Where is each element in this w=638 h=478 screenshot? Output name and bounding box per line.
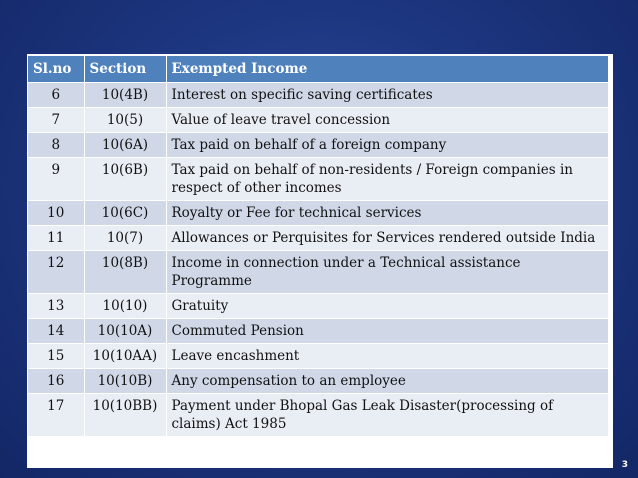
- cell-exempted-income: Tax paid on behalf of non-residents / Foreign companies in respect of other incomes: [166, 158, 608, 201]
- cell-sl-no: 8: [28, 133, 84, 158]
- cell-exempted-income: Interest on specific saving certificates: [166, 83, 608, 108]
- page-number: 3: [621, 460, 628, 470]
- exempted-income-table: [28, 56, 609, 436]
- cell-exempted-income: Royalty or Fee for technical services: [166, 201, 608, 226]
- table-row: [28, 226, 608, 251]
- cell-section: 10(4B): [84, 83, 166, 108]
- cell-sl-no: 14: [28, 319, 84, 344]
- cell-sl-no: 7: [28, 108, 84, 133]
- cell-sl-no: 10: [28, 201, 84, 226]
- cell-sl-no: 9: [28, 158, 84, 201]
- cell-section: 10(10BB): [84, 394, 166, 437]
- table-row: [28, 394, 608, 437]
- cell-sl-no: 13: [28, 294, 84, 319]
- table-row: [28, 319, 608, 344]
- cell-section: 10(10B): [84, 369, 166, 394]
- table-body: [28, 83, 608, 437]
- cell-exempted-income: Commuted Pension: [166, 319, 608, 344]
- cell-exempted-income: Tax paid on behalf of a foreign company: [166, 133, 608, 158]
- cell-section: 10(6C): [84, 201, 166, 226]
- cell-sl-no: 17: [28, 394, 84, 437]
- table-row: [28, 369, 608, 394]
- cell-section: 10(10): [84, 294, 166, 319]
- cell-exempted-income: Gratuity: [166, 294, 608, 319]
- table-header-row: [28, 56, 608, 83]
- cell-exempted-income: Income in connection under a Technical assistance Programme: [166, 251, 608, 294]
- header-sl-no: Sl.no: [28, 56, 84, 83]
- cell-section: 10(10A): [84, 319, 166, 344]
- cell-section: 10(6A): [84, 133, 166, 158]
- cell-section: 10(5): [84, 108, 166, 133]
- cell-sl-no: 11: [28, 226, 84, 251]
- cell-exempted-income: Any compensation to an employee: [166, 369, 608, 394]
- cell-sl-no: 6: [28, 83, 84, 108]
- cell-exempted-income: Leave encashment: [166, 344, 608, 369]
- cell-sl-no: 16: [28, 369, 84, 394]
- table-row: [28, 133, 608, 158]
- cell-exempted-income: Payment under Bhopal Gas Leak Disaster(processing of claims) Act 1985: [166, 394, 608, 437]
- table-row: [28, 201, 608, 226]
- cell-exempted-income: Allowances or Perquisites for Services rendered outside India: [166, 226, 608, 251]
- header-section: Section: [84, 56, 166, 83]
- table-row: [28, 344, 608, 369]
- table-row: [28, 83, 608, 108]
- table-row: [28, 251, 608, 294]
- table-row: [28, 108, 608, 133]
- header-exempted-income: Exempted Income: [166, 56, 608, 83]
- cell-section: 10(8B): [84, 251, 166, 294]
- cell-section: 10(7): [84, 226, 166, 251]
- table-row: [28, 158, 608, 201]
- cell-sl-no: 12: [28, 251, 84, 294]
- cell-sl-no: 15: [28, 344, 84, 369]
- cell-exempted-income: Value of leave travel concession: [166, 108, 608, 133]
- cell-section: 10(10AA): [84, 344, 166, 369]
- cell-section: 10(6B): [84, 158, 166, 201]
- table-row: [28, 294, 608, 319]
